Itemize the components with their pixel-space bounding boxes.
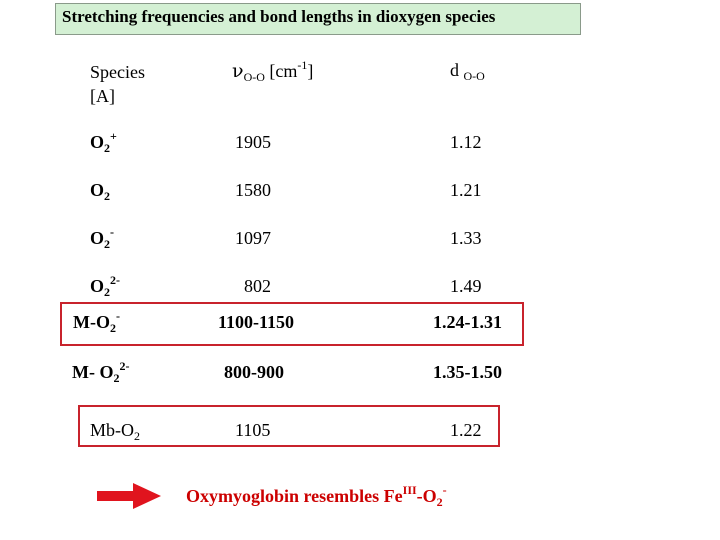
species-base: O: [90, 276, 105, 296]
species-sub: 2: [104, 189, 111, 203]
species-base: M- O: [72, 362, 114, 382]
bond-length-value: 1.24-1.31: [433, 312, 502, 332]
species-sub: 2: [113, 371, 120, 385]
right-arrow-icon: [97, 483, 161, 509]
species-sup: 2-: [110, 273, 121, 287]
species-sub: 2: [134, 429, 140, 443]
species-base: M-O: [73, 312, 110, 332]
species-sub: 2: [104, 285, 111, 299]
highlight-box-mb-o2: [78, 405, 500, 447]
bond-length-value: 1.35-1.50: [433, 362, 502, 382]
nu-unit-post: ]: [307, 61, 314, 81]
frequency-value: 802: [244, 276, 271, 296]
frequency-value: 1105: [235, 420, 271, 440]
species-sub: 2: [109, 321, 116, 335]
species-sup: -: [110, 225, 115, 239]
note-text-sub: 2: [436, 495, 443, 509]
species-base: O: [90, 228, 105, 248]
species-header-line2: [A]: [90, 86, 115, 106]
nu-symbol: ν: [232, 60, 244, 82]
species-myoglobin: [90, 420, 140, 441]
frequency-value: 1905: [235, 132, 271, 152]
note-text-sup: III: [402, 483, 417, 497]
note-text-pre: Oxymyoglobin resembles Fe: [186, 486, 403, 506]
species-o2-cation: [90, 129, 117, 155]
nu-unit-exp: -1: [297, 58, 308, 72]
species-o2: [90, 180, 110, 201]
species-sup: -: [115, 309, 120, 323]
d-symbol: d: [450, 60, 459, 80]
frequency-value: 1580: [235, 180, 271, 200]
species-sub: 2: [104, 141, 111, 155]
nu-subscript: O-O: [243, 70, 265, 84]
species-peroxide: [90, 273, 121, 299]
species-m-superoxo: [73, 309, 120, 335]
species-base: Mb-O: [90, 420, 134, 440]
species-sup: +: [110, 129, 117, 143]
species-superoxide: [90, 225, 115, 251]
bond-length-value: 1.21: [450, 180, 482, 200]
conclusion-note: [186, 483, 447, 509]
frequency-value: 800-900: [224, 362, 284, 382]
species-sup: 2-: [119, 359, 130, 373]
d-subscript: O-O: [463, 69, 485, 83]
species-header: [90, 60, 145, 108]
frequency-value: 1097: [235, 228, 271, 248]
note-text-mid: -O: [416, 486, 437, 506]
species-header-line1: Species: [90, 62, 145, 82]
page-title: Stretching frequencies and bond lengths in dioxygen species: [62, 7, 496, 26]
bond-length-value: 1.49: [450, 276, 482, 296]
bond-length-value: 1.22: [450, 420, 482, 440]
bond-length-header: [450, 60, 485, 81]
frequency-header: [232, 60, 313, 82]
bond-length-value: 1.33: [450, 228, 482, 248]
species-base: O: [90, 180, 105, 200]
species-sub: 2: [104, 237, 111, 251]
species-m-peroxo: [72, 359, 130, 385]
species-base: O: [90, 132, 105, 152]
frequency-value: 1100-1150: [218, 312, 295, 332]
nu-unit-pre: [cm: [269, 61, 298, 81]
note-text-sup2: -: [442, 483, 447, 497]
bond-length-value: 1.12: [450, 132, 482, 152]
